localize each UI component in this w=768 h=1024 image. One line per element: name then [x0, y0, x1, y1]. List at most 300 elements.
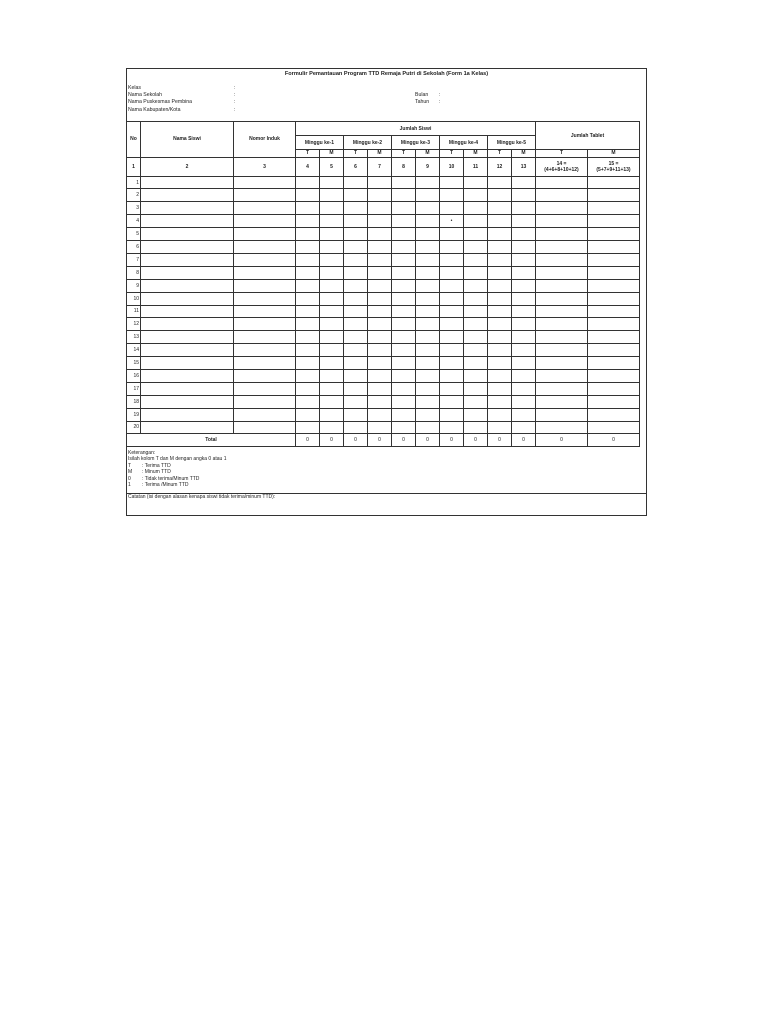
table-row: [127, 369, 640, 382]
entry-cell[interactable]: [536, 305, 588, 318]
nama-siswi-cell[interactable]: [141, 382, 234, 395]
entry-cell[interactable]: [368, 344, 392, 357]
entry-cell[interactable]: [464, 189, 488, 202]
entry-cell[interactable]: [440, 344, 464, 357]
entry-cell[interactable]: [464, 344, 488, 357]
entry-cell[interactable]: [536, 279, 588, 292]
nomor-induk-cell[interactable]: [234, 189, 296, 202]
entry-cell[interactable]: [464, 357, 488, 370]
entry-cell[interactable]: [368, 421, 392, 434]
entry-cell[interactable]: [488, 382, 512, 395]
entry-cell[interactable]: [512, 279, 536, 292]
entry-cell[interactable]: [488, 421, 512, 434]
nomor-induk-cell[interactable]: [234, 176, 296, 189]
table-row: [127, 215, 640, 228]
entry-cell[interactable]: [296, 266, 320, 279]
entry-cell[interactable]: [536, 357, 588, 370]
entry-cell[interactable]: [588, 305, 640, 318]
entry-cell[interactable]: [512, 369, 536, 382]
entry-cell[interactable]: [488, 176, 512, 189]
entry-cell[interactable]: [392, 318, 416, 331]
nomor-induk-cell[interactable]: [234, 266, 296, 279]
entry-cell[interactable]: [416, 253, 440, 266]
nama-siswi-cell[interactable]: [141, 369, 234, 382]
table-row: [127, 421, 640, 434]
entry-cell[interactable]: [392, 382, 416, 395]
nomor-induk-cell[interactable]: [234, 421, 296, 434]
nama-siswi-cell[interactable]: [141, 228, 234, 241]
entry-cell[interactable]: [440, 228, 464, 241]
entry-cell[interactable]: [440, 202, 464, 215]
total-cell: 0: [488, 434, 512, 447]
entry-cell[interactable]: [416, 344, 440, 357]
entry-cell[interactable]: [368, 215, 392, 228]
entry-cell[interactable]: [344, 344, 368, 357]
nama-siswi-cell[interactable]: [141, 253, 234, 266]
entry-cell[interactable]: [536, 421, 588, 434]
entry-cell[interactable]: [512, 357, 536, 370]
entry-cell[interactable]: [296, 189, 320, 202]
entry-cell[interactable]: [344, 318, 368, 331]
entry-cell[interactable]: [440, 408, 464, 421]
nomor-induk-cell[interactable]: [234, 279, 296, 292]
nama-siswi-cell[interactable]: [141, 279, 234, 292]
nama-siswi-cell[interactable]: [141, 357, 234, 370]
row-number: 7: [127, 253, 141, 266]
entry-cell[interactable]: [488, 357, 512, 370]
entry-cell[interactable]: [512, 408, 536, 421]
info-colon: :: [234, 92, 236, 99]
entry-cell[interactable]: [536, 253, 588, 266]
entry-cell[interactable]: [512, 189, 536, 202]
entry-cell[interactable]: [296, 202, 320, 215]
entry-cell[interactable]: [488, 228, 512, 241]
entry-cell[interactable]: [588, 408, 640, 421]
nama-siswi-cell[interactable]: [141, 266, 234, 279]
entry-cell[interactable]: [344, 331, 368, 344]
nama-siswi-cell[interactable]: [141, 344, 234, 357]
entry-cell[interactable]: [588, 279, 640, 292]
entry-cell[interactable]: [588, 331, 640, 344]
entry-cell[interactable]: [512, 241, 536, 254]
entry-cell[interactable]: [392, 305, 416, 318]
entry-cell[interactable]: [488, 266, 512, 279]
nama-siswi-cell[interactable]: [141, 202, 234, 215]
entry-cell[interactable]: [488, 253, 512, 266]
entry-cell[interactable]: [392, 331, 416, 344]
entry-cell[interactable]: [488, 279, 512, 292]
nama-siswi-cell[interactable]: [141, 189, 234, 202]
entry-cell[interactable]: [416, 357, 440, 370]
table-row: [127, 176, 640, 189]
entry-cell[interactable]: [368, 318, 392, 331]
nomor-induk-cell[interactable]: [234, 395, 296, 408]
entry-cell[interactable]: [440, 305, 464, 318]
entry-cell[interactable]: [296, 421, 320, 434]
entry-cell[interactable]: [320, 241, 344, 254]
entry-cell[interactable]: [536, 189, 588, 202]
entry-cell[interactable]: [416, 266, 440, 279]
entry-cell[interactable]: [440, 331, 464, 344]
entry-cell[interactable]: [440, 279, 464, 292]
nomor-induk-cell[interactable]: [234, 253, 296, 266]
entry-cell[interactable]: [344, 228, 368, 241]
nomor-induk-cell[interactable]: [234, 408, 296, 421]
entry-cell[interactable]: [320, 331, 344, 344]
entry-cell[interactable]: [344, 292, 368, 305]
entry-cell[interactable]: [344, 215, 368, 228]
entry-cell[interactable]: [512, 202, 536, 215]
entry-cell[interactable]: [512, 318, 536, 331]
entry-cell[interactable]: [588, 228, 640, 241]
entry-cell[interactable]: [488, 189, 512, 202]
info-colon: :: [234, 106, 236, 113]
entry-cell[interactable]: [536, 344, 588, 357]
entry-cell[interactable]: [588, 176, 640, 189]
entry-cell[interactable]: [512, 292, 536, 305]
entry-cell[interactable]: [440, 189, 464, 202]
entry-cell[interactable]: [588, 241, 640, 254]
entry-cell[interactable]: [392, 292, 416, 305]
entry-cell[interactable]: [368, 253, 392, 266]
entry-cell[interactable]: [440, 357, 464, 370]
entry-cell[interactable]: [344, 357, 368, 370]
entry-cell[interactable]: [368, 266, 392, 279]
entry-cell[interactable]: [512, 176, 536, 189]
entry-cell[interactable]: [464, 241, 488, 254]
entry-cell[interactable]: [512, 382, 536, 395]
nama-siswi-cell[interactable]: [141, 318, 234, 331]
entry-cell[interactable]: [320, 202, 344, 215]
entry-cell[interactable]: [536, 395, 588, 408]
entry-cell[interactable]: [588, 292, 640, 305]
entry-cell[interactable]: [368, 189, 392, 202]
entry-cell[interactable]: [488, 305, 512, 318]
entry-cell[interactable]: [512, 228, 536, 241]
entry-cell[interactable]: [296, 344, 320, 357]
entry-cell[interactable]: [344, 382, 368, 395]
entry-cell[interactable]: [368, 241, 392, 254]
entry-cell[interactable]: [416, 382, 440, 395]
entry-cell[interactable]: [368, 395, 392, 408]
nama-siswi-cell[interactable]: [141, 395, 234, 408]
entry-cell[interactable]: [440, 382, 464, 395]
entry-cell[interactable]: [416, 395, 440, 408]
nomor-induk-cell[interactable]: [234, 344, 296, 357]
nama-siswi-cell[interactable]: [141, 331, 234, 344]
entry-cell[interactable]: [392, 189, 416, 202]
entry-cell[interactable]: [320, 176, 344, 189]
catatan: Catatan (isi dengan alasan kenapa siswi tidak terima/minum TTD):: [128, 494, 276, 500]
entry-cell[interactable]: [440, 318, 464, 331]
entry-cell[interactable]: [416, 202, 440, 215]
entry-cell[interactable]: [344, 408, 368, 421]
entry-cell[interactable]: [440, 395, 464, 408]
entry-cell[interactable]: [320, 421, 344, 434]
entry-cell[interactable]: [296, 357, 320, 370]
entry-cell[interactable]: [440, 266, 464, 279]
entry-cell[interactable]: [464, 228, 488, 241]
entry-cell[interactable]: [296, 369, 320, 382]
entry-cell[interactable]: [588, 266, 640, 279]
entry-cell[interactable]: [588, 369, 640, 382]
entry-cell[interactable]: [464, 292, 488, 305]
header-nomor-induk: Nomor Induk: [234, 122, 296, 158]
entry-cell[interactable]: [320, 305, 344, 318]
entry-cell[interactable]: [440, 292, 464, 305]
entry-cell[interactable]: [320, 279, 344, 292]
nomor-induk-cell[interactable]: [234, 318, 296, 331]
entry-cell[interactable]: [368, 357, 392, 370]
entry-cell[interactable]: [368, 305, 392, 318]
entry-cell[interactable]: [416, 292, 440, 305]
info-label: Kelas: [128, 85, 141, 91]
entry-cell[interactable]: [392, 279, 416, 292]
entry-cell[interactable]: [296, 395, 320, 408]
entry-cell[interactable]: [416, 189, 440, 202]
entry-cell[interactable]: [512, 266, 536, 279]
entry-cell[interactable]: [392, 241, 416, 254]
entry-cell[interactable]: [320, 253, 344, 266]
entry-cell[interactable]: [416, 176, 440, 189]
header-week-4: Minggu ke-4: [440, 136, 488, 150]
entry-cell[interactable]: [296, 382, 320, 395]
entry-cell[interactable]: [344, 421, 368, 434]
entry-cell[interactable]: [320, 357, 344, 370]
entry-cell[interactable]: [488, 344, 512, 357]
entry-cell[interactable]: [512, 331, 536, 344]
entry-cell[interactable]: [464, 318, 488, 331]
entry-cell[interactable]: [296, 408, 320, 421]
nomor-induk-cell[interactable]: [234, 215, 296, 228]
entry-cell[interactable]: [440, 253, 464, 266]
entry-cell[interactable]: [536, 408, 588, 421]
entry-cell[interactable]: [392, 266, 416, 279]
entry-cell[interactable]: [440, 369, 464, 382]
entry-cell[interactable]: [296, 176, 320, 189]
entry-cell[interactable]: [368, 176, 392, 189]
entry-cell[interactable]: [296, 253, 320, 266]
nomor-induk-cell[interactable]: [234, 331, 296, 344]
entry-cell[interactable]: [588, 395, 640, 408]
row-number: 19: [127, 408, 141, 421]
entry-cell[interactable]: [464, 266, 488, 279]
entry-cell[interactable]: [588, 318, 640, 331]
entry-cell[interactable]: [536, 382, 588, 395]
entry-cell[interactable]: [440, 421, 464, 434]
entry-cell[interactable]: [320, 369, 344, 382]
entry-cell[interactable]: [588, 344, 640, 357]
nama-siswi-cell[interactable]: [141, 305, 234, 318]
entry-cell[interactable]: [368, 228, 392, 241]
entry-cell[interactable]: [344, 176, 368, 189]
entry-cell[interactable]: [464, 305, 488, 318]
entry-cell[interactable]: [416, 318, 440, 331]
entry-cell[interactable]: [464, 421, 488, 434]
entry-cell[interactable]: [320, 408, 344, 421]
entry-cell[interactable]: [392, 344, 416, 357]
entry-cell[interactable]: [588, 382, 640, 395]
entry-cell[interactable]: [296, 279, 320, 292]
entry-cell[interactable]: [392, 357, 416, 370]
entry-cell[interactable]: [488, 395, 512, 408]
entry-cell[interactable]: [296, 241, 320, 254]
entry-cell[interactable]: [392, 369, 416, 382]
entry-cell[interactable]: [392, 228, 416, 241]
entry-cell[interactable]: [320, 344, 344, 357]
nama-siswi-cell[interactable]: [141, 292, 234, 305]
entry-cell[interactable]: [588, 215, 640, 228]
entry-cell[interactable]: [416, 215, 440, 228]
entry-cell[interactable]: [296, 331, 320, 344]
entry-cell[interactable]: [440, 241, 464, 254]
nama-siswi-cell[interactable]: [141, 421, 234, 434]
entry-cell[interactable]: [296, 292, 320, 305]
table-row: [127, 228, 640, 241]
entry-cell[interactable]: [588, 357, 640, 370]
entry-cell[interactable]: [464, 331, 488, 344]
entry-mark[interactable]: •: [440, 215, 464, 228]
entry-cell[interactable]: [464, 369, 488, 382]
entry-cell[interactable]: [588, 253, 640, 266]
header-m: M: [464, 150, 488, 158]
entry-cell[interactable]: [536, 202, 588, 215]
entry-cell[interactable]: [416, 228, 440, 241]
nomor-induk-cell[interactable]: [234, 228, 296, 241]
table-row: [127, 305, 640, 318]
entry-cell[interactable]: [440, 176, 464, 189]
entry-cell[interactable]: [512, 253, 536, 266]
entry-cell[interactable]: [464, 176, 488, 189]
entry-cell[interactable]: [464, 382, 488, 395]
nomor-induk-cell[interactable]: [234, 202, 296, 215]
entry-cell[interactable]: [320, 228, 344, 241]
entry-cell[interactable]: [512, 215, 536, 228]
entry-cell[interactable]: [512, 395, 536, 408]
entry-cell[interactable]: [488, 408, 512, 421]
nomor-induk-cell[interactable]: [234, 241, 296, 254]
entry-cell[interactable]: [536, 241, 588, 254]
nomor-induk-cell[interactable]: [234, 305, 296, 318]
total-label: Total: [127, 434, 296, 447]
entry-cell[interactable]: [536, 292, 588, 305]
entry-cell[interactable]: [344, 241, 368, 254]
entry-cell[interactable]: [392, 253, 416, 266]
entry-cell[interactable]: [368, 382, 392, 395]
entry-cell[interactable]: [536, 228, 588, 241]
entry-cell[interactable]: [536, 318, 588, 331]
entry-cell[interactable]: [464, 215, 488, 228]
entry-cell[interactable]: [368, 331, 392, 344]
row-number: 13: [127, 331, 141, 344]
entry-cell[interactable]: [296, 318, 320, 331]
entry-cell[interactable]: [392, 202, 416, 215]
entry-cell[interactable]: [536, 215, 588, 228]
row-number: 10: [127, 292, 141, 305]
entry-cell[interactable]: [416, 305, 440, 318]
entry-cell[interactable]: [344, 305, 368, 318]
entry-cell[interactable]: [488, 215, 512, 228]
nama-siswi-cell[interactable]: [141, 408, 234, 421]
entry-cell[interactable]: [416, 279, 440, 292]
nomor-induk-cell[interactable]: [234, 292, 296, 305]
entry-cell[interactable]: [488, 241, 512, 254]
entry-cell[interactable]: [392, 395, 416, 408]
entry-cell[interactable]: [368, 369, 392, 382]
entry-cell[interactable]: [488, 331, 512, 344]
entry-cell[interactable]: [368, 202, 392, 215]
entry-cell[interactable]: [368, 279, 392, 292]
entry-cell[interactable]: [392, 408, 416, 421]
entry-cell[interactable]: [416, 421, 440, 434]
entry-cell[interactable]: [464, 253, 488, 266]
entry-cell[interactable]: [344, 253, 368, 266]
entry-cell[interactable]: [416, 369, 440, 382]
header-m: M: [416, 150, 440, 158]
entry-cell[interactable]: [512, 421, 536, 434]
entry-cell[interactable]: [320, 318, 344, 331]
entry-cell[interactable]: [344, 395, 368, 408]
entry-cell[interactable]: [392, 421, 416, 434]
nomor-induk-cell[interactable]: [234, 382, 296, 395]
nama-siswi-cell[interactable]: [141, 215, 234, 228]
entry-cell[interactable]: [320, 292, 344, 305]
entry-cell[interactable]: [296, 215, 320, 228]
entry-cell[interactable]: [536, 266, 588, 279]
entry-cell[interactable]: [512, 344, 536, 357]
entry-cell[interactable]: [464, 395, 488, 408]
entry-cell[interactable]: [464, 279, 488, 292]
entry-cell[interactable]: [464, 202, 488, 215]
entry-cell[interactable]: [416, 331, 440, 344]
entry-cell[interactable]: [320, 189, 344, 202]
entry-cell[interactable]: [536, 176, 588, 189]
entry-cell[interactable]: [344, 189, 368, 202]
entry-cell[interactable]: [344, 279, 368, 292]
entry-cell[interactable]: [588, 202, 640, 215]
entry-cell[interactable]: [392, 215, 416, 228]
entry-cell[interactable]: [368, 292, 392, 305]
entry-cell[interactable]: [320, 266, 344, 279]
entry-cell[interactable]: [536, 369, 588, 382]
entry-cell[interactable]: [320, 395, 344, 408]
entry-cell[interactable]: [416, 241, 440, 254]
nomor-induk-cell[interactable]: [234, 369, 296, 382]
entry-cell[interactable]: [320, 382, 344, 395]
nama-siswi-cell[interactable]: [141, 176, 234, 189]
entry-cell[interactable]: [344, 202, 368, 215]
entry-cell[interactable]: [320, 215, 344, 228]
entry-cell[interactable]: [488, 292, 512, 305]
entry-cell[interactable]: [536, 331, 588, 344]
nama-siswi-cell[interactable]: [141, 241, 234, 254]
entry-cell[interactable]: [588, 189, 640, 202]
entry-cell[interactable]: [512, 305, 536, 318]
entry-cell[interactable]: [344, 266, 368, 279]
entry-cell[interactable]: [392, 176, 416, 189]
nomor-induk-cell[interactable]: [234, 357, 296, 370]
entry-cell[interactable]: [588, 421, 640, 434]
entry-cell[interactable]: [296, 305, 320, 318]
entry-cell[interactable]: [488, 369, 512, 382]
entry-cell[interactable]: [488, 318, 512, 331]
entry-cell[interactable]: [488, 202, 512, 215]
entry-cell[interactable]: [344, 369, 368, 382]
entry-cell[interactable]: [416, 408, 440, 421]
entry-cell[interactable]: [464, 408, 488, 421]
entry-cell[interactable]: [296, 228, 320, 241]
entry-cell[interactable]: [368, 408, 392, 421]
